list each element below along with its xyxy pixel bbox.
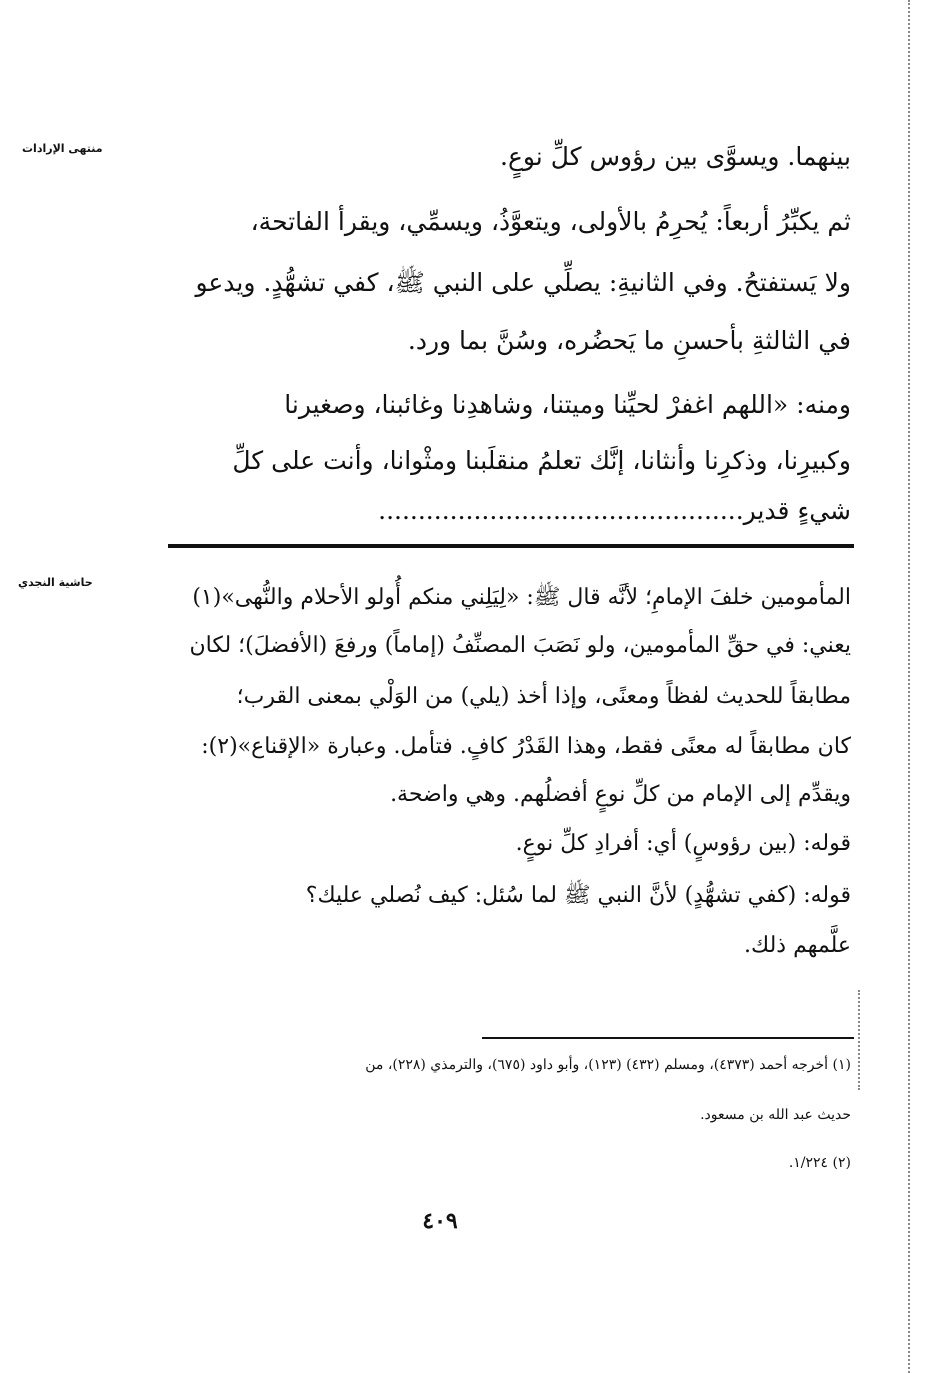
sharh-line-4: كان مطابقاً له معنًى فقط، وهذا القَدْرُ كافٍ. فتأمل. وعبارة «الإقناع»(٢): (201, 734, 851, 759)
footnote-divider (482, 1037, 854, 1039)
matn-para1-line1: ثم يكبِّرُ أربعاً: يُحرِمُ بالأولى، ويتعوَّذُ، ويسمِّي، ويقرأ الفاتحة، (250, 207, 851, 236)
margin-label-matn: منتهى الإرادات (22, 142, 103, 155)
scan-margin-dots (908, 0, 910, 1373)
sharh-line-2: يعني: في حقِّ المأمومين، ولو نَصَبَ المصنِّفُ (إماماً) ورفعَ (الأفضلَ)؛ لكان (189, 633, 851, 658)
sharh-line-5: ويقدِّم إلى الإمام من كلِّ نوعٍ أفضلُهم. وهي واضحة. (390, 782, 851, 807)
footnote-1-line2: حديث عبد الله بن مسعود. (700, 1107, 851, 1123)
matn-para2-line3: شيءٍ قدير.............................................. (378, 496, 851, 525)
scan-margin-dots-lower (858, 990, 860, 1090)
matn-para2-line2: وكبيرِنا، وذكرِنا وأنثانا، إنَّك تعلمُ منقلَبنا ومثْوانا، وأنت على كلِّ (232, 446, 851, 475)
matn-para2-line1: ومنه: «اللهم اغفرْ لحيِّنا وميتنا، وشاهدِنا وغائبنا، وصغيرنا (284, 390, 851, 419)
footnote-2: (٢) ١/٢٢٤. (788, 1155, 851, 1171)
sharh-qawl-2-line2: علَّمهم ذلك. (744, 933, 851, 958)
sharh-qawl-2-line1: قوله: (كفي تشهُّدٍ) لأنَّ النبي ﷺ لما سُئل: كيف نُصلي عليك؟ (305, 883, 851, 908)
sharh-line-1: المأمومين خلفَ الإمامِ؛ لأنَّه قال ﷺ: «لِيَلِني منكم أُولو الأحلام والنُّهى»(١) (192, 585, 851, 610)
matn-para1-line2: ولا يَستفتحُ. وفي الثانيةِ: يصلِّي على النبي ﷺ، كفي تشهُّدٍ. ويدعو (195, 268, 851, 297)
matn-first-line: بينهما. ويسوَّى بين رؤوس كلِّ نوعٍ. (500, 142, 851, 171)
page-number: ٤٠٩ (422, 1208, 458, 1234)
matn-para1-line3: في الثالثةِ بأحسنِ ما يَحضُره، وسُنَّ بما ورد. (407, 326, 851, 355)
section-divider (168, 544, 854, 548)
sharh-qawl-1: قوله: (بين رؤوسٍ) أي: أفرادِ كلِّ نوعٍ. (515, 831, 851, 856)
footnote-1-line1: (١) أخرجه أحمد (٤٣٧٣)، ومسلم (٤٣٢) (١٢٣)، وأبو داود (٦٧٥)، والترمذي (٢٢٨)، من (365, 1057, 851, 1073)
margin-label-sharh: حاشية النجدي (18, 576, 93, 589)
sharh-line-3: مطابقاً للحديث لفظاً ومعنًى، وإذا أخذ (يلي) من الوَلْي بمعنى القرب؛ (236, 684, 851, 709)
